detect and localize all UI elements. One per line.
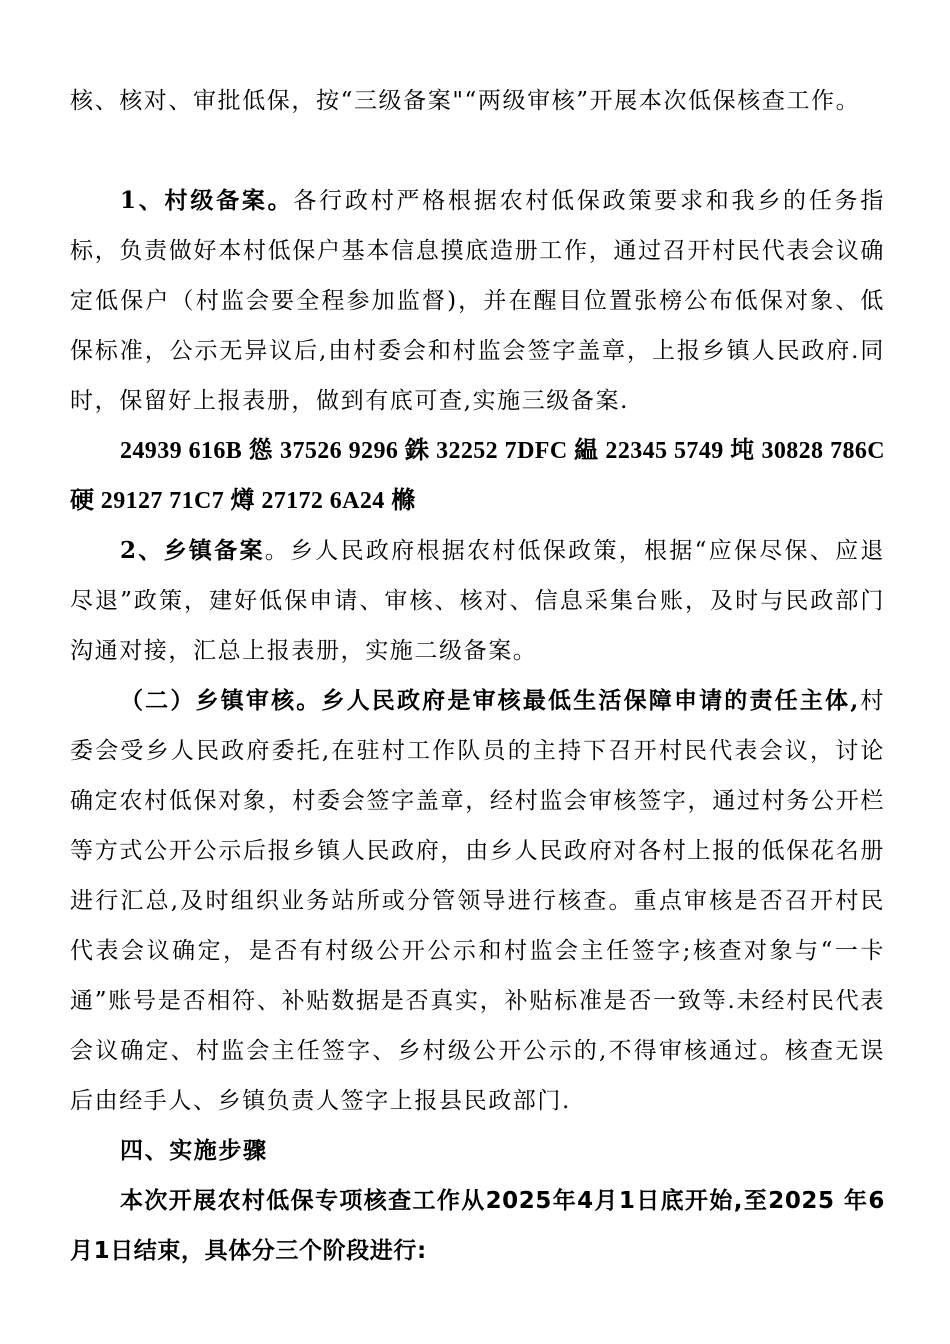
- character-code-line: [70, 426, 885, 526]
- steps-intro-paragraph: [70, 1176, 885, 1276]
- township-filing-heading: 2、乡镇备案: [120, 537, 265, 564]
- continued-paragraph: [70, 76, 885, 126]
- character-code-text: 24939 616B 慫 37526 9296 銖 32252 7DFC 緼 22345 5749 坉 30828 786C 硬 29127 71C7 燇 27172 6A24 樤: [70, 438, 885, 514]
- village-filing-body: 各行政村严格根据农村低保政策要求和我乡的任务指标，负责做好本村低保户基本信息摸底造册工作，通过召开村民代表会议确定低保户（村监会要全程参加监督)，并在醒目位置张榜公布低保对象、低保标准，公示无异议后,由村委会和村监会签字盖章，上报乡镇人民政府.同时，保留好上报表册，做到有底可查,实施三级备案.: [70, 188, 885, 414]
- township-audit-paragraph: [70, 676, 885, 1126]
- village-filing-paragraph: [70, 176, 885, 426]
- village-filing-heading: 1、村级备案。: [120, 187, 294, 214]
- continued-paragraph-text: 核、核对、审批低保，按“三级备案"“两级审核”开展本次低保核查工作。: [70, 88, 861, 114]
- section-four-heading-text: 四、实施步骤: [120, 1137, 268, 1164]
- steps-intro-text: 本次开展农村低保专项核查工作从2025年4月1日底开始,至2025 年6月1日结束，具体分三个阶段进行:: [70, 1188, 885, 1264]
- township-filing-body: 。乡人民政府根据农村低保政策，根据“应保尽保、应退尽退”政策，建好低保申请、审核、核对、信息采集台账，及时与民政部门沟通对接，汇总上报表册，实施二级备案。: [70, 538, 885, 664]
- township-audit-body: 村委会受乡人民政府委托,在驻村工作队员的主持下召开村民代表会议，讨论确定农村低保对象，村委会签字盖章，经村监会审核签字，通过村务公开栏等方式公开公示后报乡镇人民政府，由乡人民政府对各村上报的低保花名册进行汇总,及时组织业务站所或分管领导进行核查。重点审核是否召开村民代表会议确定，是否有村级公开公示和村监会主任签字;核查对象与“一卡通”账号是否相符、补贴数据是否真实，补贴标准是否一致等.未经村民代表会议确定、村监会主任签字、乡村级公开公示的,不得审核通过。核查无误后由经手人、乡镇负责人签字上报县民政部门.: [70, 688, 885, 1114]
- section-four-heading: [70, 1126, 885, 1176]
- township-audit-heading: （二）乡镇审核。乡人民政府是审核最低生活保障申请的责任主体,: [120, 687, 860, 714]
- township-filing-paragraph: [70, 526, 885, 676]
